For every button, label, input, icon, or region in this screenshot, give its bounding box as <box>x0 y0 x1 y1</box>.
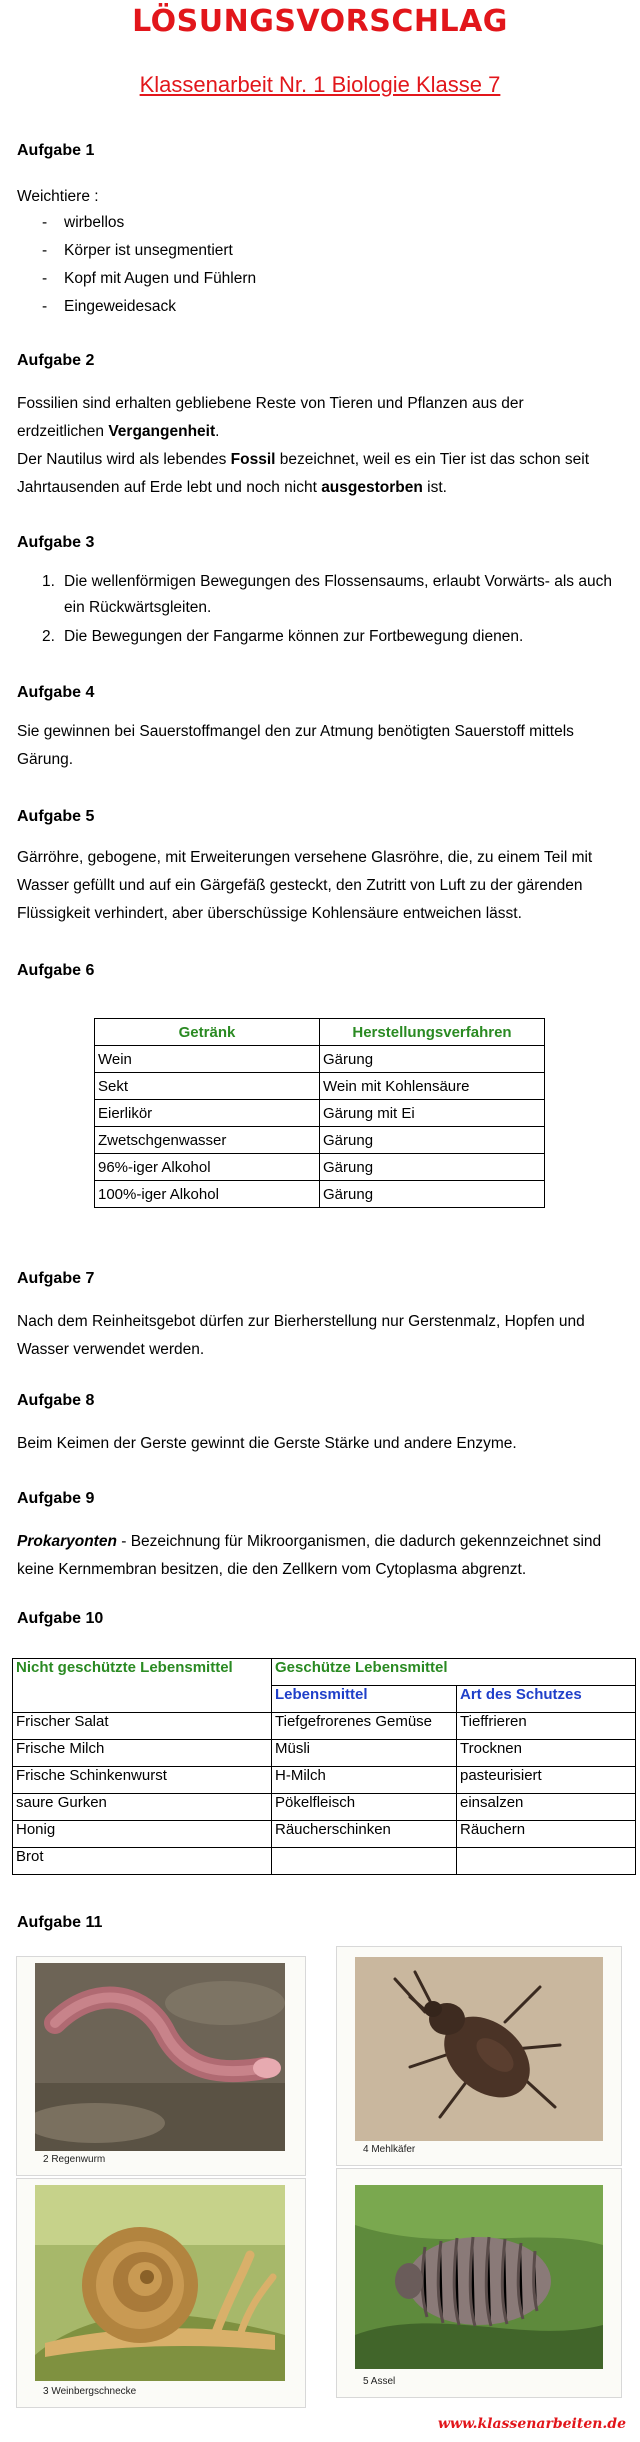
table-cell: Pökelfleisch <box>272 1794 457 1821</box>
table-cell: Gärung mit Ei <box>320 1100 545 1127</box>
table-header-row <box>95 1019 545 1046</box>
table-row <box>13 1794 636 1821</box>
beetle-image <box>355 1957 603 2141</box>
heading-aufgabe-2: Aufgabe 2 <box>17 352 95 369</box>
table-row <box>13 1740 636 1767</box>
table-cell: Gärung <box>320 1181 545 1208</box>
heading-aufgabe-1: Aufgabe 1 <box>17 142 95 159</box>
table-cell: Müsli <box>272 1740 457 1767</box>
caption-woodlouse: 5 Assel <box>363 2376 396 2387</box>
a1-intro: Weichtiere : <box>17 188 99 205</box>
table-cell: Frische Milch <box>13 1740 272 1767</box>
table-row <box>13 1713 636 1740</box>
table-cell: Gärung <box>320 1127 545 1154</box>
a2-line-2: erdzeitlichen Vergangenheit. <box>17 423 220 440</box>
food-preservation-table <box>12 1658 636 1875</box>
list-item: Die wellenförmigen Bewegungen des Flossensaums, erlaubt Vorwärts- als auch ein Rückwärtsgleiten. <box>64 573 612 616</box>
table-cell: Frischer Salat <box>13 1713 272 1740</box>
page-subtitle: Klassenarbeit Nr. 1 Biologie Klasse 7 <box>139 72 501 97</box>
photo-earthworm <box>16 1956 306 2176</box>
caption-earthworm: 2 Regenwurm <box>43 2154 106 2165</box>
table-cell: Zwetschgenwasser <box>95 1127 320 1154</box>
table-cell: Gärung <box>320 1154 545 1181</box>
footer-website: www.klassenarbeiten.de <box>437 2416 626 2432</box>
a8-text: Beim Keimen der Gerste gewinnt die Gerste Stärke und andere Enzyme. <box>17 1435 517 1452</box>
table-row <box>13 1767 636 1794</box>
table-cell: Wein <box>95 1046 320 1073</box>
photo-snail <box>16 2178 306 2408</box>
table-cell: saure Gurken <box>13 1794 272 1821</box>
table-cell <box>272 1848 457 1875</box>
table-cell: Tieffrieren <box>457 1713 636 1740</box>
photo-woodlouse <box>336 2168 622 2398</box>
table-cell: Frische Schinkenwurst <box>13 1767 272 1794</box>
a2-paragraph <box>17 390 629 502</box>
heading-aufgabe-7: Aufgabe 7 <box>17 1270 95 1287</box>
heading-aufgabe-6: Aufgabe 6 <box>17 962 95 979</box>
heading-aufgabe-8: Aufgabe 8 <box>17 1392 95 1409</box>
list-item: Eingeweidesack <box>64 298 177 315</box>
table-row <box>13 1821 636 1848</box>
beverage-table <box>94 1018 545 1208</box>
table-cell <box>457 1848 636 1875</box>
table-cell: Räuchern <box>457 1821 636 1848</box>
table-row <box>95 1154 545 1181</box>
column-header: Geschütze Lebensmittel <box>272 1659 636 1686</box>
list-item: Die Bewegungen der Fangarme können zur Fortbewegung dienen. <box>64 628 524 645</box>
snail-image <box>35 2185 285 2381</box>
column-header: Lebensmittel <box>272 1686 457 1713</box>
column-header: Getränk <box>95 1019 320 1046</box>
table-cell: H-Milch <box>272 1767 457 1794</box>
a5-text: Gärröhre, gebogene, mit Erweiterungen versehene Glasröhre, die, zu einem Teil mit Wasser gefüllt und auf ein Gärgefäß gesteckt, den Zutritt von Luft zu der gärenden Flüssigkeit verhindert, aber überschüssige Kohlensäure entweichen lässt. <box>17 849 593 922</box>
table-row <box>95 1046 545 1073</box>
heading-aufgabe-10: Aufgabe 10 <box>17 1610 104 1627</box>
caption-snail: 3 Weinbergschnecke <box>43 2386 137 2397</box>
table-cell: Brot <box>13 1848 272 1875</box>
list-item: wirbellos <box>64 214 125 231</box>
heading-aufgabe-3: Aufgabe 3 <box>17 534 95 551</box>
column-header: Art des Schutzes <box>457 1686 636 1713</box>
a7-text: Nach dem Reinheitsgebot dürfen zur Bierherstellung nur Gerstenmalz, Hopfen und Wasser verwendet werden. <box>17 1313 585 1358</box>
a4-text: Sie gewinnen bei Sauerstoffmangel den zur Atmung benötigten Sauerstoff mittels Gärung. <box>17 723 574 768</box>
photo-mealworm-beetle <box>336 1946 622 2166</box>
table-row <box>13 1848 636 1875</box>
table-row <box>95 1181 545 1208</box>
table-cell: Sekt <box>95 1073 320 1100</box>
a9-text: Prokaryonten - Bezeichnung für Mikroorganismen, die dadurch gekennzeichnet sind keine Kernmembran besitzen, die den Zellkern vom Cytoplasma abgrenzt. <box>17 1533 602 1578</box>
heading-aufgabe-11: Aufgabe 11 <box>17 1914 103 1931</box>
table-cell: Honig <box>13 1821 272 1848</box>
a2-line-4: Jahrtausenden auf Erde lebt und noch nicht ausgestorben ist. <box>17 479 447 496</box>
caption-mealworm-beetle: 4 Mehlkäfer <box>363 2144 416 2155</box>
table-cell: Tiefgefrorenes Gemüse <box>272 1713 457 1740</box>
woodlouse-image <box>355 2185 603 2369</box>
page-title: LÖSUNGSVORSCHLAG <box>132 4 508 39</box>
table-row <box>95 1073 545 1100</box>
column-header: Herstellungsverfahren <box>320 1019 545 1046</box>
list-item: Körper ist unsegmentiert <box>64 242 233 259</box>
table-cell: 96%-iger Alkohol <box>95 1154 320 1181</box>
table-cell: einsalzen <box>457 1794 636 1821</box>
table-row <box>95 1127 545 1154</box>
earthworm-image <box>35 1963 285 2151</box>
column-header: Nicht geschützte Lebensmittel <box>13 1659 272 1713</box>
list-item: Kopf mit Augen und Fühlern <box>64 270 257 287</box>
table-cell: Gärung <box>320 1046 545 1073</box>
table-cell: Trocknen <box>457 1740 636 1767</box>
table-cell: 100%-iger Alkohol <box>95 1181 320 1208</box>
table-cell: Räucherschinken <box>272 1821 457 1848</box>
table-cell: Wein mit Kohlensäure <box>320 1073 545 1100</box>
a2-line-3: Der Nautilus wird als lebendes Fossil bezeichnet, weil es ein Tier ist das schon seit <box>17 451 590 468</box>
heading-aufgabe-9: Aufgabe 9 <box>17 1490 95 1507</box>
heading-aufgabe-5: Aufgabe 5 <box>17 808 95 825</box>
heading-aufgabe-4: Aufgabe 4 <box>17 684 95 701</box>
table-row <box>95 1100 545 1127</box>
a2-line-1: Fossilien sind erhalten gebliebene Reste von Tieren und Pflanzen aus der <box>17 395 524 412</box>
table-header-row <box>13 1659 636 1686</box>
table-cell: pasteurisiert <box>457 1767 636 1794</box>
table-cell: Eierlikör <box>95 1100 320 1127</box>
